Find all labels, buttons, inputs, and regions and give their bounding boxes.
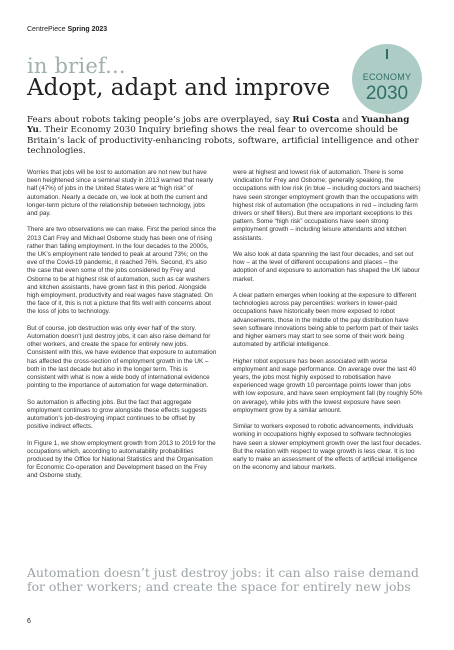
- standfirst-text: and: [339, 115, 362, 125]
- page-number: 6: [27, 618, 31, 625]
- issue-label: Spring 2023: [67, 26, 108, 33]
- paragraph: A clear pattern emerges when looking at the exposure to different technologies across pay percentiles: workers in lower-paid occupations have historically been more exposed to robot advancements, those in the middle of the pay distribution have seen software innovations being able to perform part of their tasks and higher earners may start to see some of their work being automated by artificial intelligence.: [233, 292, 419, 349]
- badge-label: ECONOMY: [362, 72, 412, 82]
- badge-year: 2030: [365, 83, 409, 104]
- standfirst: [27, 115, 422, 156]
- paragraph: So automation is affecting jobs. But the fact that aggregate employment continues to grow alongside these effects suggests automation’s job-destroying impact continues to be offset by positive indirect effects.: [27, 398, 207, 431]
- standfirst-text: Fears about robots taking people’s jobs are overplayed, say: [27, 115, 293, 125]
- author-name: Rui Costa: [292, 115, 340, 125]
- paragraph: In Figure 1, we show employment growth from 2013 to 2019 for the occupations which, according to automatability probabilities produced by the Office for National Statistics and the Organisation for Economic Co-operation and Development based on the Frey and Osborne study,: [27, 439, 216, 480]
- section-kicker: in brief...: [27, 54, 126, 78]
- body-column-right: [233, 169, 423, 481]
- badge-tick-mark: [386, 49, 388, 59]
- article-title: Adopt, adapt and improve: [27, 75, 331, 101]
- standfirst-text: . Their Economy 2030 Inquiry briefing shows the real fear to overcome should be Britain’s lack of productivity-enhancing robots, software, artificial intelligence and other technologies.: [27, 125, 419, 156]
- paragraph: There are two observations we can make. First the period since the 2013 Carl Frey and Michael Osborne study has been one of rising rather than falling employment. In the four decades to the 2000s, the UK’s employment rate tended to peak at around 73%; on the eve of the Covid-19 pandemic, it reached 76%. Second, it’s also the case that even some of the jobs considered by Frey and Osborne to be at highest risk of automation, such as car washers and kitchen assistants, have grown fast in this period. Alongside high employment, productivity and real wages have stagnated. On the face of it, this is not a picture that fits well with concerns about the loss of jobs to technology.: [27, 226, 216, 316]
- paragraph: were at highest and lowest risk of automation. There is some vindication for Frey and Osborne; generally speaking, the occupations with low risk (in blue – including doctors and teachers) have seen stronger employment growth than the occupations with highest risk of automation (the occupations in red – including farm drivers or shelf fillers). But there are important exceptions to this pattern. Some “high risk” occupations have seen strong employment growth – including leisure attendants and kitchen assistants.: [233, 169, 421, 242]
- economy-2030-badge: [352, 44, 422, 114]
- paragraph: Similar to workers exposed to robotic advancements, individuals working in occupations highly exposed to software technologies have seen a slower employment growth over the last four decades. But the relation with respect to wage growth is less clear. It is too early to make an assessment of the effects of artificial intelligence on the economy and labour markets.: [233, 423, 422, 472]
- running-header: [27, 26, 107, 33]
- publication-name: CentrePiece: [27, 26, 66, 33]
- author-name: Yuanhang Yu: [27, 115, 410, 136]
- pull-quote: Automation doesn’t just destroy jobs: it can also raise demand for other workers; and create the space for entirely new jobs: [27, 565, 419, 594]
- body-column-left: [27, 169, 217, 489]
- paragraph: Higher robot exposure has been associated with worse employment and wage performance. On average over the last 40 years, the jobs most highly exposed to robotisation have experienced wage growth 10 percentage points lower than jobs with low exposure, and have seen employment fall (by roughly 50% on average), while jobs with the lowest exposure have seen employment grow by a similar amount.: [233, 357, 423, 414]
- paragraph: But of course, job destruction was only ever half of the story. Automation doesn’t just destroy jobs, it can also raise demand for other workers, and create the space for entirely new jobs. Consistent with this, we have evidence that exposure to automation has affected the cross-section of employment growth in the UK – both in the last decade but also in the longer term. This is consistent with what is now a wide body of international evidence pointing to the importance of automation for wage determination.: [27, 324, 217, 390]
- paragraph: We also look at data spanning the last four decades, and set out how – at the level of different occupations and places – the adoption of and exposure to automation has shaped the UK labour market.: [233, 251, 420, 283]
- paragraph: Worries that jobs will be lost to automation are not new but have been heightened since a seminal study in 2013 warned that nearly half (47%) of jobs in the United States were at “high risk” of automation. Nearly a decade on, we look at both the current and longer-term picture of the relationship between technology, jobs and pay.: [27, 169, 214, 218]
